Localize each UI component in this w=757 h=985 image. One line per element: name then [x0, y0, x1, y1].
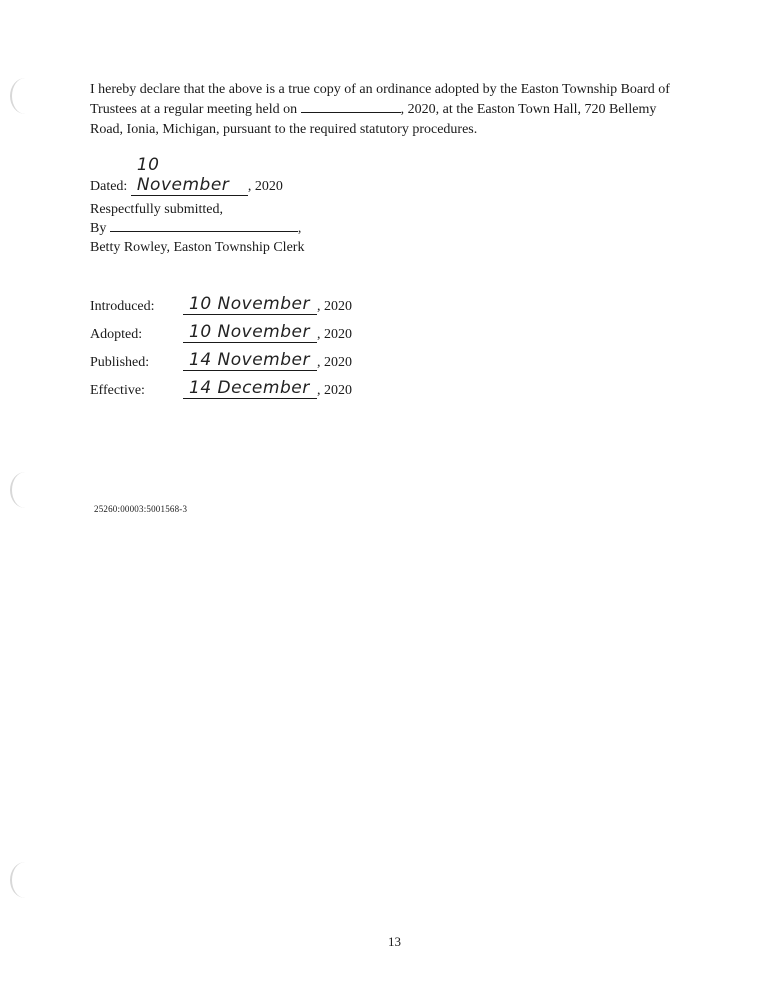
date-label: Effective: — [90, 383, 145, 398]
date-year: , 2020 — [317, 355, 352, 370]
date-handwritten-value: 10 November — [183, 322, 317, 343]
respectfully-submitted-text: Respectfully submitted, — [90, 202, 223, 217]
signer-name: Betty Rowley, Easton Township Clerk — [90, 240, 305, 255]
declaration-text-start: I hereby declare that the above is a true copy of an ordinance adopted by the Easton Township Board of Trustees at a regular meeting held on — [90, 82, 670, 117]
declaration-paragraph — [90, 80, 690, 140]
date-handwritten-value: 14 December — [183, 378, 317, 399]
date-year: , 2020 — [317, 383, 352, 398]
date-row-effective — [90, 371, 352, 399]
signature-blank — [110, 219, 298, 232]
declaration-text-end: , 2020, at the Easton Town Hall, 720 Bellemy Road, Ionia, Michigan, pursuant to the required statutory procedures. — [90, 102, 657, 137]
signature-line — [90, 219, 304, 238]
date-label: Introduced: — [90, 299, 155, 314]
date-row-adopted — [90, 315, 352, 343]
dated-handwritten-value: 10 November — [131, 155, 248, 196]
date-year: , 2020 — [317, 327, 352, 342]
meeting-date-blank — [301, 100, 401, 113]
date-label: Adopted: — [90, 327, 143, 342]
submission-block — [90, 200, 304, 257]
date-handwritten-value: 10 November — [183, 294, 317, 315]
by-label: By — [90, 221, 107, 236]
page-number: 13 — [388, 934, 401, 949]
dated-year: , 2020 — [247, 179, 283, 194]
date-row-introduced — [90, 287, 352, 315]
dated-label: Dated: — [90, 179, 128, 194]
dated-line — [90, 155, 283, 196]
punch-hole-bottom — [10, 862, 40, 898]
document-number: 25260:00003:5001568-3 — [94, 504, 188, 514]
punch-hole-middle — [10, 472, 40, 508]
signature-suffix: , — [297, 221, 302, 236]
punch-hole-top — [10, 78, 40, 114]
ordinance-dates — [90, 287, 352, 399]
date-label: Published: — [90, 355, 150, 370]
date-handwritten-value: 14 November — [183, 350, 317, 371]
date-row-published — [90, 343, 352, 371]
date-year: , 2020 — [317, 299, 352, 314]
